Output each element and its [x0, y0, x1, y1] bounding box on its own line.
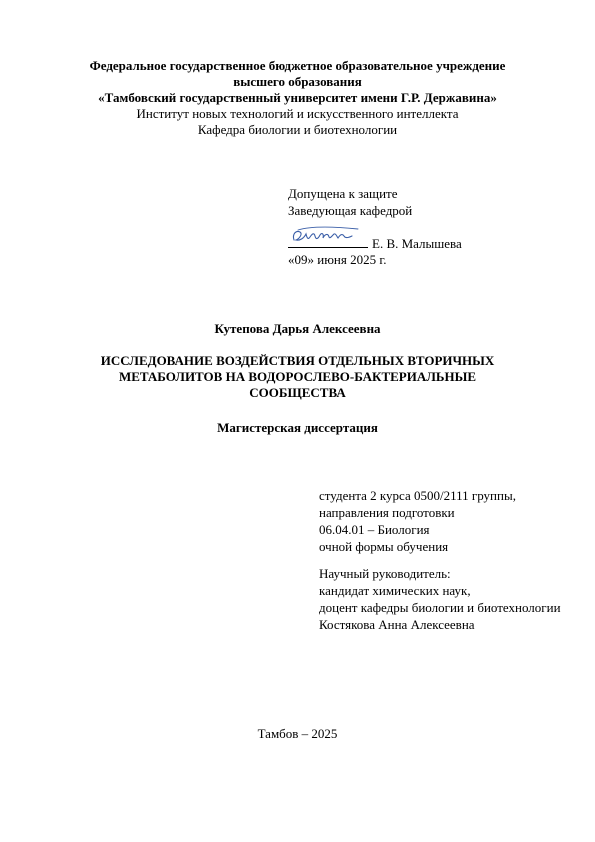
header-line-university: «Тамбовский государственный университет имени Г.Р. Державина» [98, 90, 497, 105]
thesis-title-line-1: ИССЛЕДОВАНИЕ ВОЗДЕЙСТВИЯ ОТДЕЛЬНЫХ ВТОРИЧНЫХ [100, 353, 495, 368]
student-info [319, 488, 579, 556]
student-study-form: очной формы обучения [319, 539, 449, 554]
thesis-title-line-2: МЕТАБОЛИТОВ НА ВОДОРОСЛЕВО-БАКТЕРИАЛЬНЫЕ [118, 369, 477, 384]
header-line-institute: Институт новых технологий и искусственного интеллекта [136, 106, 459, 121]
student-direction: направления подготовки [319, 505, 455, 520]
approval-date: «09» июня 2025 г. [288, 252, 387, 267]
thesis-title-line-3: СООБЩЕСТВА [249, 385, 346, 400]
supervisor-degree: кандидат химических наук, [319, 583, 471, 598]
header-line-education-level: высшего образования [233, 74, 362, 89]
supervisor-label: Научный руководитель: [319, 566, 451, 581]
approval-head-name: Е. В. Малышева [372, 236, 462, 251]
approval-head-title: Заведующая кафедрой [288, 203, 413, 218]
supervisor-position: доцент кафедры биологии и биотехнологии [319, 600, 561, 615]
student-course-group: студента 2 курса 0500/2111 группы, [319, 488, 516, 503]
work-type: Магистерская диссертация [217, 420, 378, 435]
institution-header [0, 58, 595, 106]
handwritten-signature [288, 224, 366, 248]
header-line-ministry: Федеральное государственное бюджетное образовательное учреждение [89, 58, 506, 73]
student-specialty: 06.04.01 – Биология [319, 522, 430, 537]
header-line-department: Кафедра биологии и биотехнологии [197, 122, 398, 137]
thesis-title [0, 353, 595, 401]
city-year: Тамбов – 2025 [257, 726, 338, 741]
approval-admitted: Допущена к защите [288, 186, 398, 201]
department-header [0, 106, 595, 138]
supervisor-info [319, 566, 589, 634]
author-name: Кутепова Дарья Алексеевна [214, 321, 381, 336]
supervisor-name: Костякова Анна Алексеевна [319, 617, 475, 632]
